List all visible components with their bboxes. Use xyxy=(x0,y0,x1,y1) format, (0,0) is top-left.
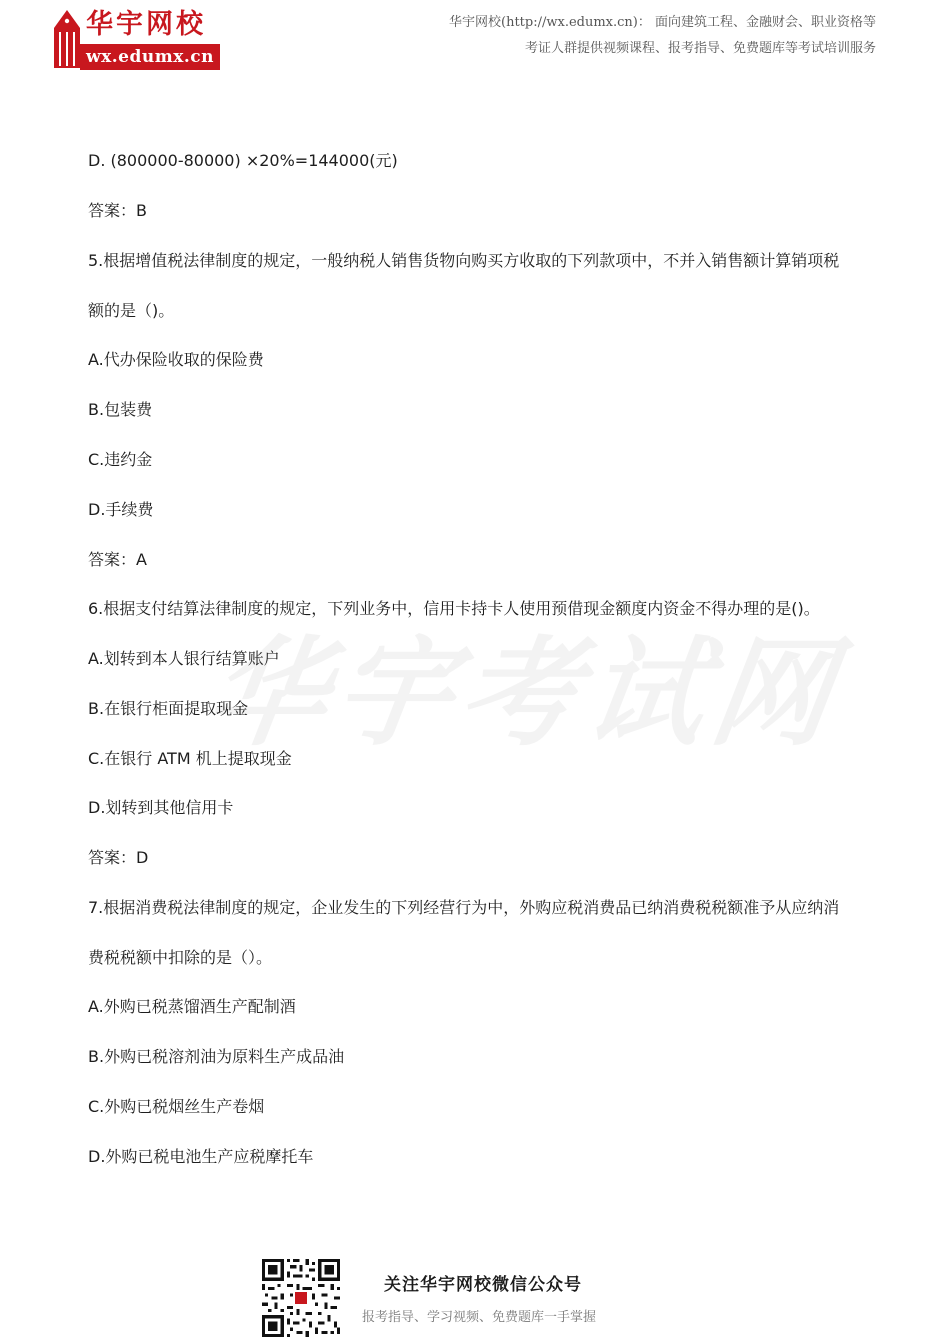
option-b: B.在银行柜面提取现金 xyxy=(88,699,249,718)
option-b: B.外购已税溶剂油为原料生产成品油 xyxy=(88,1047,345,1066)
answer-line: 答案：A xyxy=(88,550,147,569)
option-c: C.外购已税烟丝生产卷烟 xyxy=(88,1097,265,1116)
logo-url: wx.edumx.cn xyxy=(80,44,220,70)
option-d: D.手续费 xyxy=(88,500,154,519)
option-d: D.外购已税电池生产应税摩托车 xyxy=(88,1147,314,1166)
option-c: C.违约金 xyxy=(88,450,153,469)
option-a: A.外购已税蒸馏酒生产配制酒 xyxy=(88,997,296,1016)
answer-line: 答案：D xyxy=(88,848,149,867)
footer-title: 关注华宇网校微信公众号 xyxy=(384,1275,582,1295)
logo-title: 华宇网校 xyxy=(86,9,206,40)
question-5-line-1: 5.根据增值税法律制度的规定，一般纳税人销售货物向购买方收取的下列款项中，不并入销售额计算销项税 xyxy=(88,251,840,270)
pen-nib-icon xyxy=(50,10,84,68)
watermark xyxy=(198,598,852,768)
header-info-line-1: 华宇网校(http://wx.edumx.cn)： 面向建筑工程、金融财会、职业资格等 xyxy=(449,15,876,30)
option-c: C.在银行 ATM 机上提取现金 xyxy=(88,749,292,768)
question-7-line-2: 费税税额中扣除的是（）。 xyxy=(88,948,273,967)
option-a: A.划转到本人银行结算账户 xyxy=(88,649,280,668)
question-6: 6.根据支付结算法律制度的规定，下列业务中，信用卡持卡人使用预借现金额度内资金不得办理的是()。 xyxy=(88,599,820,618)
option-a: A.代办保险收取的保险费 xyxy=(88,350,264,369)
option-b: B.包装费 xyxy=(88,400,153,419)
qr-code-icon[interactable] xyxy=(262,1259,340,1337)
answer-line: 答案：B xyxy=(88,201,147,220)
header-info-line-2: 考证人群提供视频课程、报考指导、免费题库等考试培训服务 xyxy=(524,41,876,56)
header-info xyxy=(449,10,876,62)
option-d: D.划转到其他信用卡 xyxy=(88,798,234,817)
question-5-line-2: 额的是（)。 xyxy=(88,301,175,320)
question-7-line-1: 7.根据消费税法律制度的规定，企业发生的下列经营行为中，外购应税消费品已纳消费税税额准予从应纳消 xyxy=(88,898,840,917)
site-logo[interactable] xyxy=(50,8,222,70)
option-d: D. (800000-80000) ×20%=144000(元) xyxy=(88,151,398,170)
footer-subtitle: 报考指导、学习视频、免费题库一手掌握 xyxy=(362,1310,597,1325)
